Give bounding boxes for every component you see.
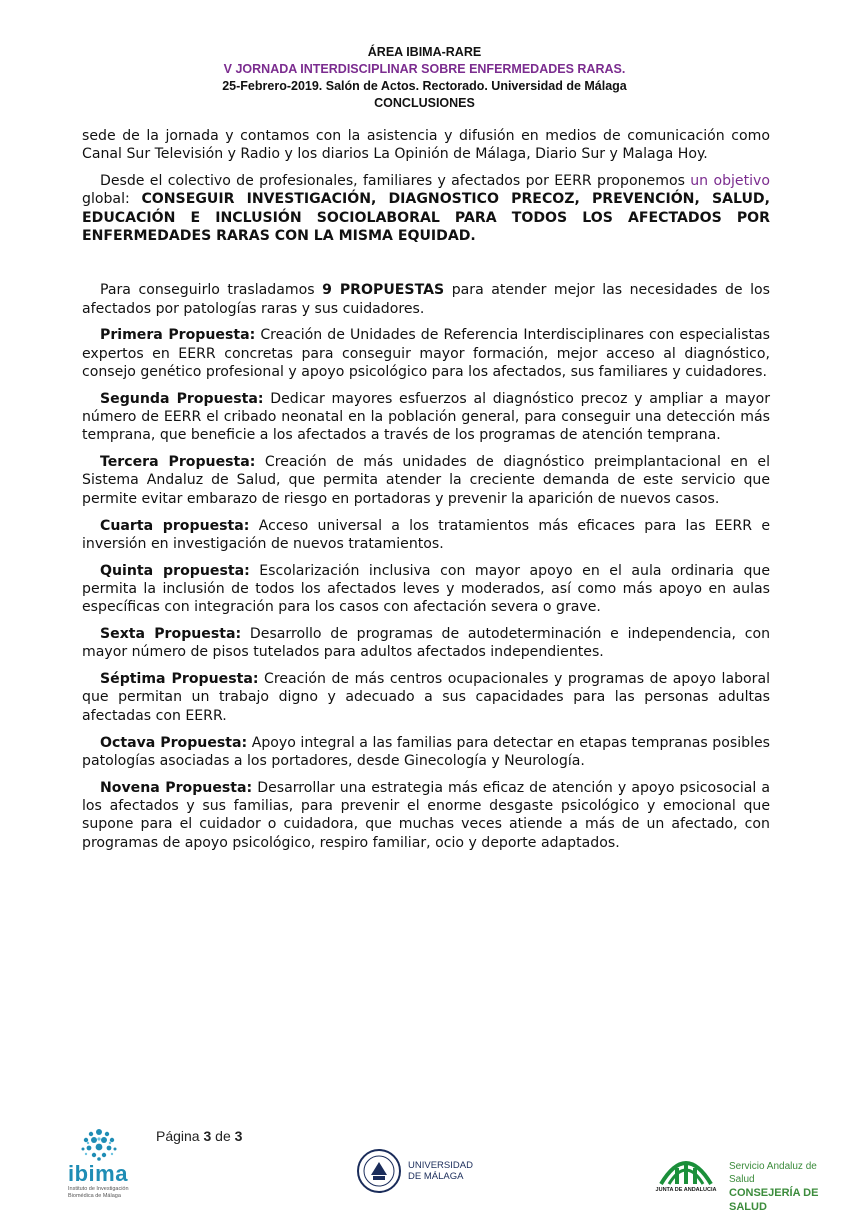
intro-paragraph: sede de la jornada y contamos con la asistencia y difusión en medios de comunicación como Canal Sur Televisión y Radio y los diarios La Opinión de Málaga, Diario Sur y Malaga Hoy. — [82, 128, 770, 163]
header-event-title: V JORNADA INTERDISCIPLINAR SOBRE ENFERMEDADES RARAS. — [223, 62, 626, 76]
objective-paragraph — [82, 172, 770, 245]
ibima-dots-icon — [74, 1127, 124, 1163]
proposal-text: Creación de más centros ocupacionales y programas de apoyo laboral que permitan un trabajo digno y adecuado a sus capacidades para las personas adultas afectadas con EERR. — [82, 671, 770, 724]
proposals-intro — [82, 281, 770, 318]
page-number — [156, 1128, 242, 1144]
proposal-title: Quinta propuesta: — [100, 562, 250, 579]
proposal-8 — [82, 734, 770, 771]
proposal-title: Tercera Propuesta: — [100, 454, 256, 471]
sas-line2: CONSEJERÍA DE SALUD — [729, 1187, 819, 1213]
document-body — [82, 127, 770, 860]
junta-andalucia-logo — [655, 1150, 717, 1198]
page-separator: de — [215, 1128, 231, 1144]
proposal-title: Séptima Propuesta: — [100, 671, 259, 688]
proposal-title: Octava Propuesta: — [100, 734, 248, 751]
proposals-intro-b: para atender mejor las necesidades de los afectados por patologías raras y sus cuidadores. — [82, 282, 770, 317]
uma-line2: DE MÁLAGA — [408, 1171, 464, 1182]
junta-arches-icon — [655, 1150, 717, 1186]
proposal-6 — [82, 625, 770, 662]
ibima-logo — [60, 1127, 140, 1197]
header-area: ÁREA IBIMA-RARE — [367, 45, 482, 59]
proposals-count: 9 PROPUESTAS — [322, 282, 445, 299]
proposal-4 — [82, 517, 770, 554]
objective-highlight: un objetivo — [690, 173, 771, 190]
uma-logo — [356, 1148, 496, 1196]
objective-mid: global: — [82, 191, 130, 208]
uma-line1: UNIVERSIDAD — [408, 1160, 473, 1171]
proposals-intro-a: Para conseguirlo trasladamos — [100, 282, 315, 299]
document-header — [0, 44, 849, 112]
sas-line1: Servicio Andaluz de Salud — [729, 1161, 817, 1185]
proposal-5 — [82, 562, 770, 617]
header-section: CONCLUSIONES — [374, 96, 475, 110]
sas-logo — [729, 1160, 844, 1214]
proposal-text: Desarrollo de programas de autodeterminación e independencia, con mayor número de pisos tutelados para adultos afectados independientes. — [82, 626, 771, 661]
proposal-text: Desarrollar una estrategia más eficaz de atención y apoyo psicosocial a los afectados y sus familias, para prevenir el enorme desgaste psicológico y emocional que supone para el cuidador o cuidadora, que muchas veces atiende a más de un afectado, con programas de apoyo psicológico, respiro familiar, ocio y deporte adaptados. — [82, 779, 771, 851]
objective-lead: Desde el colectivo de profesionales, familiares y afectados por EERR proponemos — [100, 173, 685, 190]
proposal-2 — [82, 390, 770, 445]
proposal-text: Creación de más unidades de diagnóstico preimplantacional en el Sistema Andaluz de Salud, que permita atender la creciente demanda de este servicio que permite evitar embarazo de riesgo en portadoras y prevenir la aparición de nuevos casos. — [82, 454, 771, 507]
proposal-title: Segunda Propuesta: — [100, 390, 264, 407]
proposal-1 — [82, 326, 770, 381]
header-date-venue: 25-Febrero-2019. Salón de Actos. Rectorado. Universidad de Málaga — [222, 79, 627, 93]
proposal-title: Cuarta propuesta: — [100, 517, 250, 534]
proposal-text: Dedicar mayores esfuerzos al diagnóstico precoz y ampliar a mayor número de EERR el cribado neonatal en la población general, para conseguir una detección más temprana, que beneficie a los afectados a través de los programas de atención temprana. — [82, 390, 770, 444]
objective-statement: CONSEGUIR INVESTIGACIÓN, DIAGNOSTICO PRECOZ, PREVENCIÓN, SALUD, EDUCACIÓN E INCLUSIÓN SOCIOLABORAL PARA TODOS LOS AFECTADOS POR ENFERMEDADES RARAS CON LA MISMA EQUIDAD. — [82, 191, 770, 244]
ibima-wordmark: ibima — [68, 1161, 128, 1186]
proposal-text: Apoyo integral a las familias para detectar en etapas tempranas posibles patologías asociadas a los portadores, desde Ginecología y Neurología. — [82, 734, 771, 769]
proposal-title: Primera Propuesta: — [100, 327, 256, 344]
proposal-text: Acceso universal a los tratamientos más eficaces para las EERR e inversión en investigación de nuevos tratamientos. — [82, 517, 771, 552]
page-prefix: Página — [156, 1128, 200, 1144]
proposal-9 — [82, 779, 770, 852]
page-current: 3 — [203, 1128, 212, 1144]
junta-text: JUNTA DE ANDALUCIA — [655, 1187, 717, 1193]
proposal-7 — [82, 670, 770, 725]
proposal-title: Novena Propuesta: — [100, 779, 253, 796]
uma-seal-icon — [356, 1148, 402, 1194]
ibima-subtitle: Instituto de Investigación Biomédica de Málaga — [68, 1186, 129, 1199]
uma-wordmark — [408, 1160, 473, 1182]
proposal-3 — [82, 453, 770, 508]
proposal-text: Creación de Unidades de Referencia Interdisciplinares con especialistas expertos en EERR concretas para conseguir mayor formación, mejor acceso al diagnóstico, consejo genético profesional y apoyo psicológico para los afectados, sus familiares y cuidadores. — [82, 327, 771, 380]
proposal-text: Escolarización inclusiva con mayor apoyo en el aula ordinaria que permita la inclusión de todos los afectados leves y moderados, así como más apoyo en aulas específicas con integración para los casos con afectación severa o grave. — [82, 562, 770, 616]
page-total: 3 — [234, 1128, 243, 1144]
proposal-title: Sexta Propuesta: — [100, 626, 242, 643]
